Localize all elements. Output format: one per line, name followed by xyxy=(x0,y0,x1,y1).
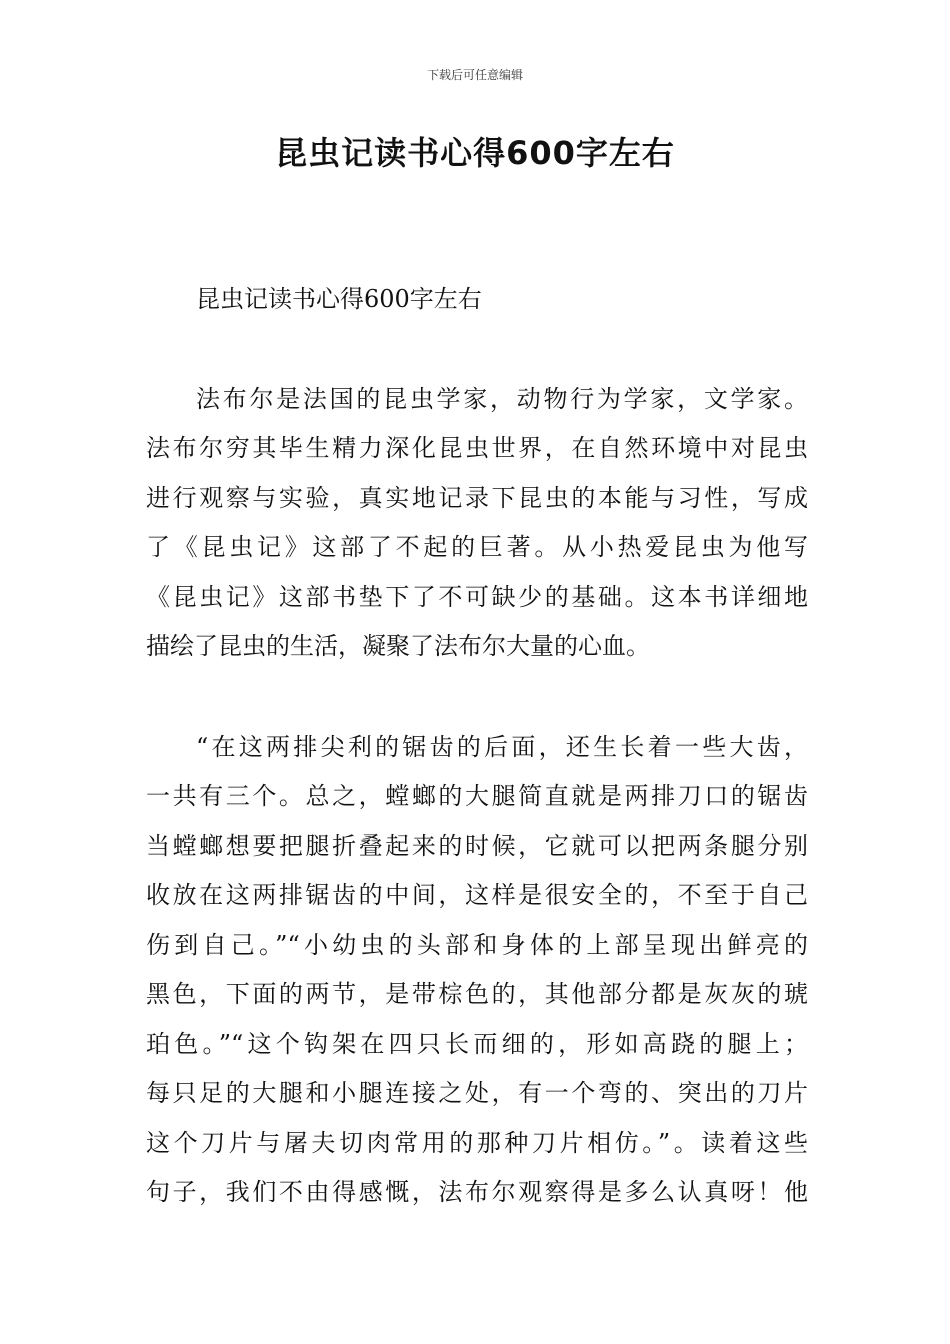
paragraph-line: 进行观察与实验，真实地记录下昆虫的本能与习性，写成 xyxy=(146,484,808,512)
paragraph-line: 珀色。”“这个钩架在四只长而细的，形如高跷的腿上； xyxy=(146,1030,808,1058)
paragraph-line: 法布尔是法国的昆虫学家，动物行为学家，文学家。 xyxy=(196,385,808,413)
paragraph-line: 了《昆虫记》这部了不起的巨著。从小热爱昆虫为他写 xyxy=(146,533,808,561)
paragraph-line: 每只足的大腿和小腿连接之处，有一个弯的、突出的刀片 xyxy=(146,1079,808,1107)
paragraph-line: 收放在这两排锯齿的中间，这样是很安全的，不至于自己 xyxy=(146,881,808,909)
paragraph-line: 法布尔穷其毕生精力深化昆虫世界，在自然环境中对昆虫 xyxy=(146,434,808,462)
paragraph-line: 句子，我们不由得感慨，法布尔观察得是多么认真呀！他 xyxy=(146,1178,808,1206)
paragraph-line: 这个刀片与屠夫切肉常用的那种刀片相仿。”。读着这些 xyxy=(146,1129,808,1157)
paragraph-line: 描绘了昆虫的生活，凝聚了法布尔大量的心血。 xyxy=(146,632,650,660)
paragraph-line: “在这两排尖利的锯齿的后面，还生长着一些大齿， xyxy=(196,733,808,761)
paragraph-line: 伤到自己。”“小幼虫的头部和身体的上部呈现出鲜亮的 xyxy=(146,931,808,959)
paragraph-line: 当螳螂想要把腿折叠起来的时候，它就可以把两条腿分别 xyxy=(146,832,808,860)
document-subtitle: 昆虫记读书心得600字左右 xyxy=(196,285,482,313)
paragraph-line: 黑色，下面的两节，是带棕色的，其他部分都是灰灰的琥 xyxy=(146,980,808,1008)
paragraph-line: 一共有三个。总之，螳螂的大腿简直就是两排刀口的锯齿 xyxy=(146,782,808,810)
header-note: 下载后可任意编辑 xyxy=(426,68,523,82)
document-title: 昆虫记读书心得600字左右 xyxy=(275,134,675,172)
paragraph-line: 《昆虫记》这部书垫下了不可缺少的基础。这本书详细地 xyxy=(146,583,808,611)
